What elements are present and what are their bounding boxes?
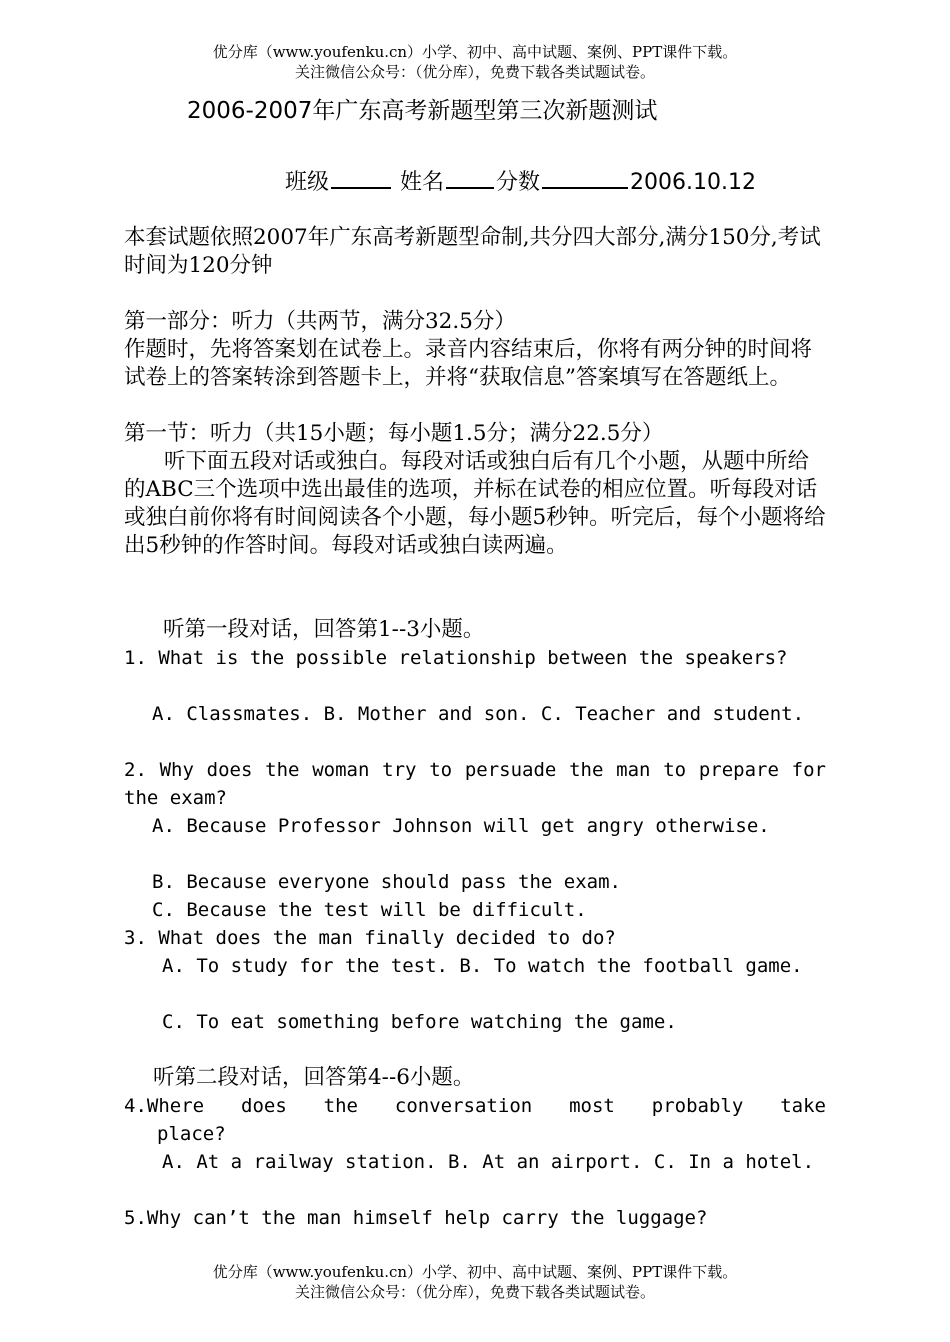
part1-instructions: 作题时，先将答案划在试卷上。录音内容结束后，你将有两分钟的时间将试卷上的答案转涂到答题卡上，并将“获取信息”答案填写在答题纸上。 [124, 337, 813, 390]
part1-title: 第一部分：听力（共两节，满分32.5分） [124, 309, 516, 334]
question-4-options: A. At a railway station. B. At an airport. C. In a hotel. [162, 1151, 815, 1173]
question-2: 2. Why does the woman try to persuade the man to prepare for the exam? [124, 759, 826, 809]
class-label: 班级 [285, 170, 330, 195]
question-1: 1. What is the possible relationship between the speakers? [124, 647, 788, 669]
intro-paragraph: 本套试题依照2007年广东高考新题型命制,共分四大部分,满分150分,考试时间为120分钟 [124, 225, 821, 278]
section1-instructions: 听下面五段对话或独白。每段对话或独白后有几个小题，从题中所给的ABC三个选项中选出最佳的选项，并标在试卷的相应位置。听每段对话或独白前你将有时间阅读各个小题，每小题5秒钟。听完后，每个小题将给出5秒钟的作答时间。每段对话或独白读两遍。 [124, 449, 826, 558]
student-info-line [285, 165, 756, 199]
page-header-line2: 关注微信公众号：（优分库），免费下载各类试题试卷。 [294, 63, 655, 81]
question-3-options-ab: A. To study for the test. B. To watch the football game. [162, 955, 803, 977]
section1-title: 第一节：听力（共15小题；每小题1.5分；满分22.5分） [124, 421, 664, 446]
dialog2-intro: 听第二段对话，回答第4--6小题。 [153, 1065, 475, 1090]
name-label: 姓名 [400, 170, 445, 195]
question-4-continued: place? [157, 1123, 226, 1145]
question-4: 4.Where does the conversation most probably take [124, 1095, 826, 1117]
page-header-line1: 优分库（www.youfenku.cn）小学、初中、高中试题、案例、PPT课件下载。 [212, 43, 738, 61]
doc-title: 2006-2007年广东高考新题型第三次新题测试 [187, 98, 658, 124]
question-3: 3. What does the man finally decided to do? [124, 927, 616, 949]
question-2-option-b: B. Because everyone should pass the exam. [152, 871, 621, 893]
score-label: 分数 [496, 170, 541, 195]
doc-date: 2006.10.12 [630, 170, 757, 195]
page-footer-line2: 关注微信公众号：（优分库），免费下载各类试题试卷。 [294, 1283, 655, 1301]
question-1-options: A. Classmates. B. Mother and son. C. Teacher and student. [152, 703, 805, 725]
page-footer-line1: 优分库（www.youfenku.cn）小学、初中、高中试题、案例、PPT课件下载。 [212, 1263, 738, 1281]
class-blank [331, 165, 391, 189]
score-blank [542, 165, 628, 189]
dialog1-intro: 听第一段对话，回答第1--3小题。 [163, 617, 485, 642]
question-5: 5.Why can’t the man himself help carry the luggage? [124, 1207, 708, 1229]
question-2-option-c: C. Because the test will be difficult. [152, 899, 587, 921]
name-blank [446, 165, 494, 189]
question-3-option-c: C. To eat something before watching the game. [162, 1011, 677, 1033]
question-2-option-a: A. Because Professor Johnson will get angry otherwise. [152, 815, 770, 837]
